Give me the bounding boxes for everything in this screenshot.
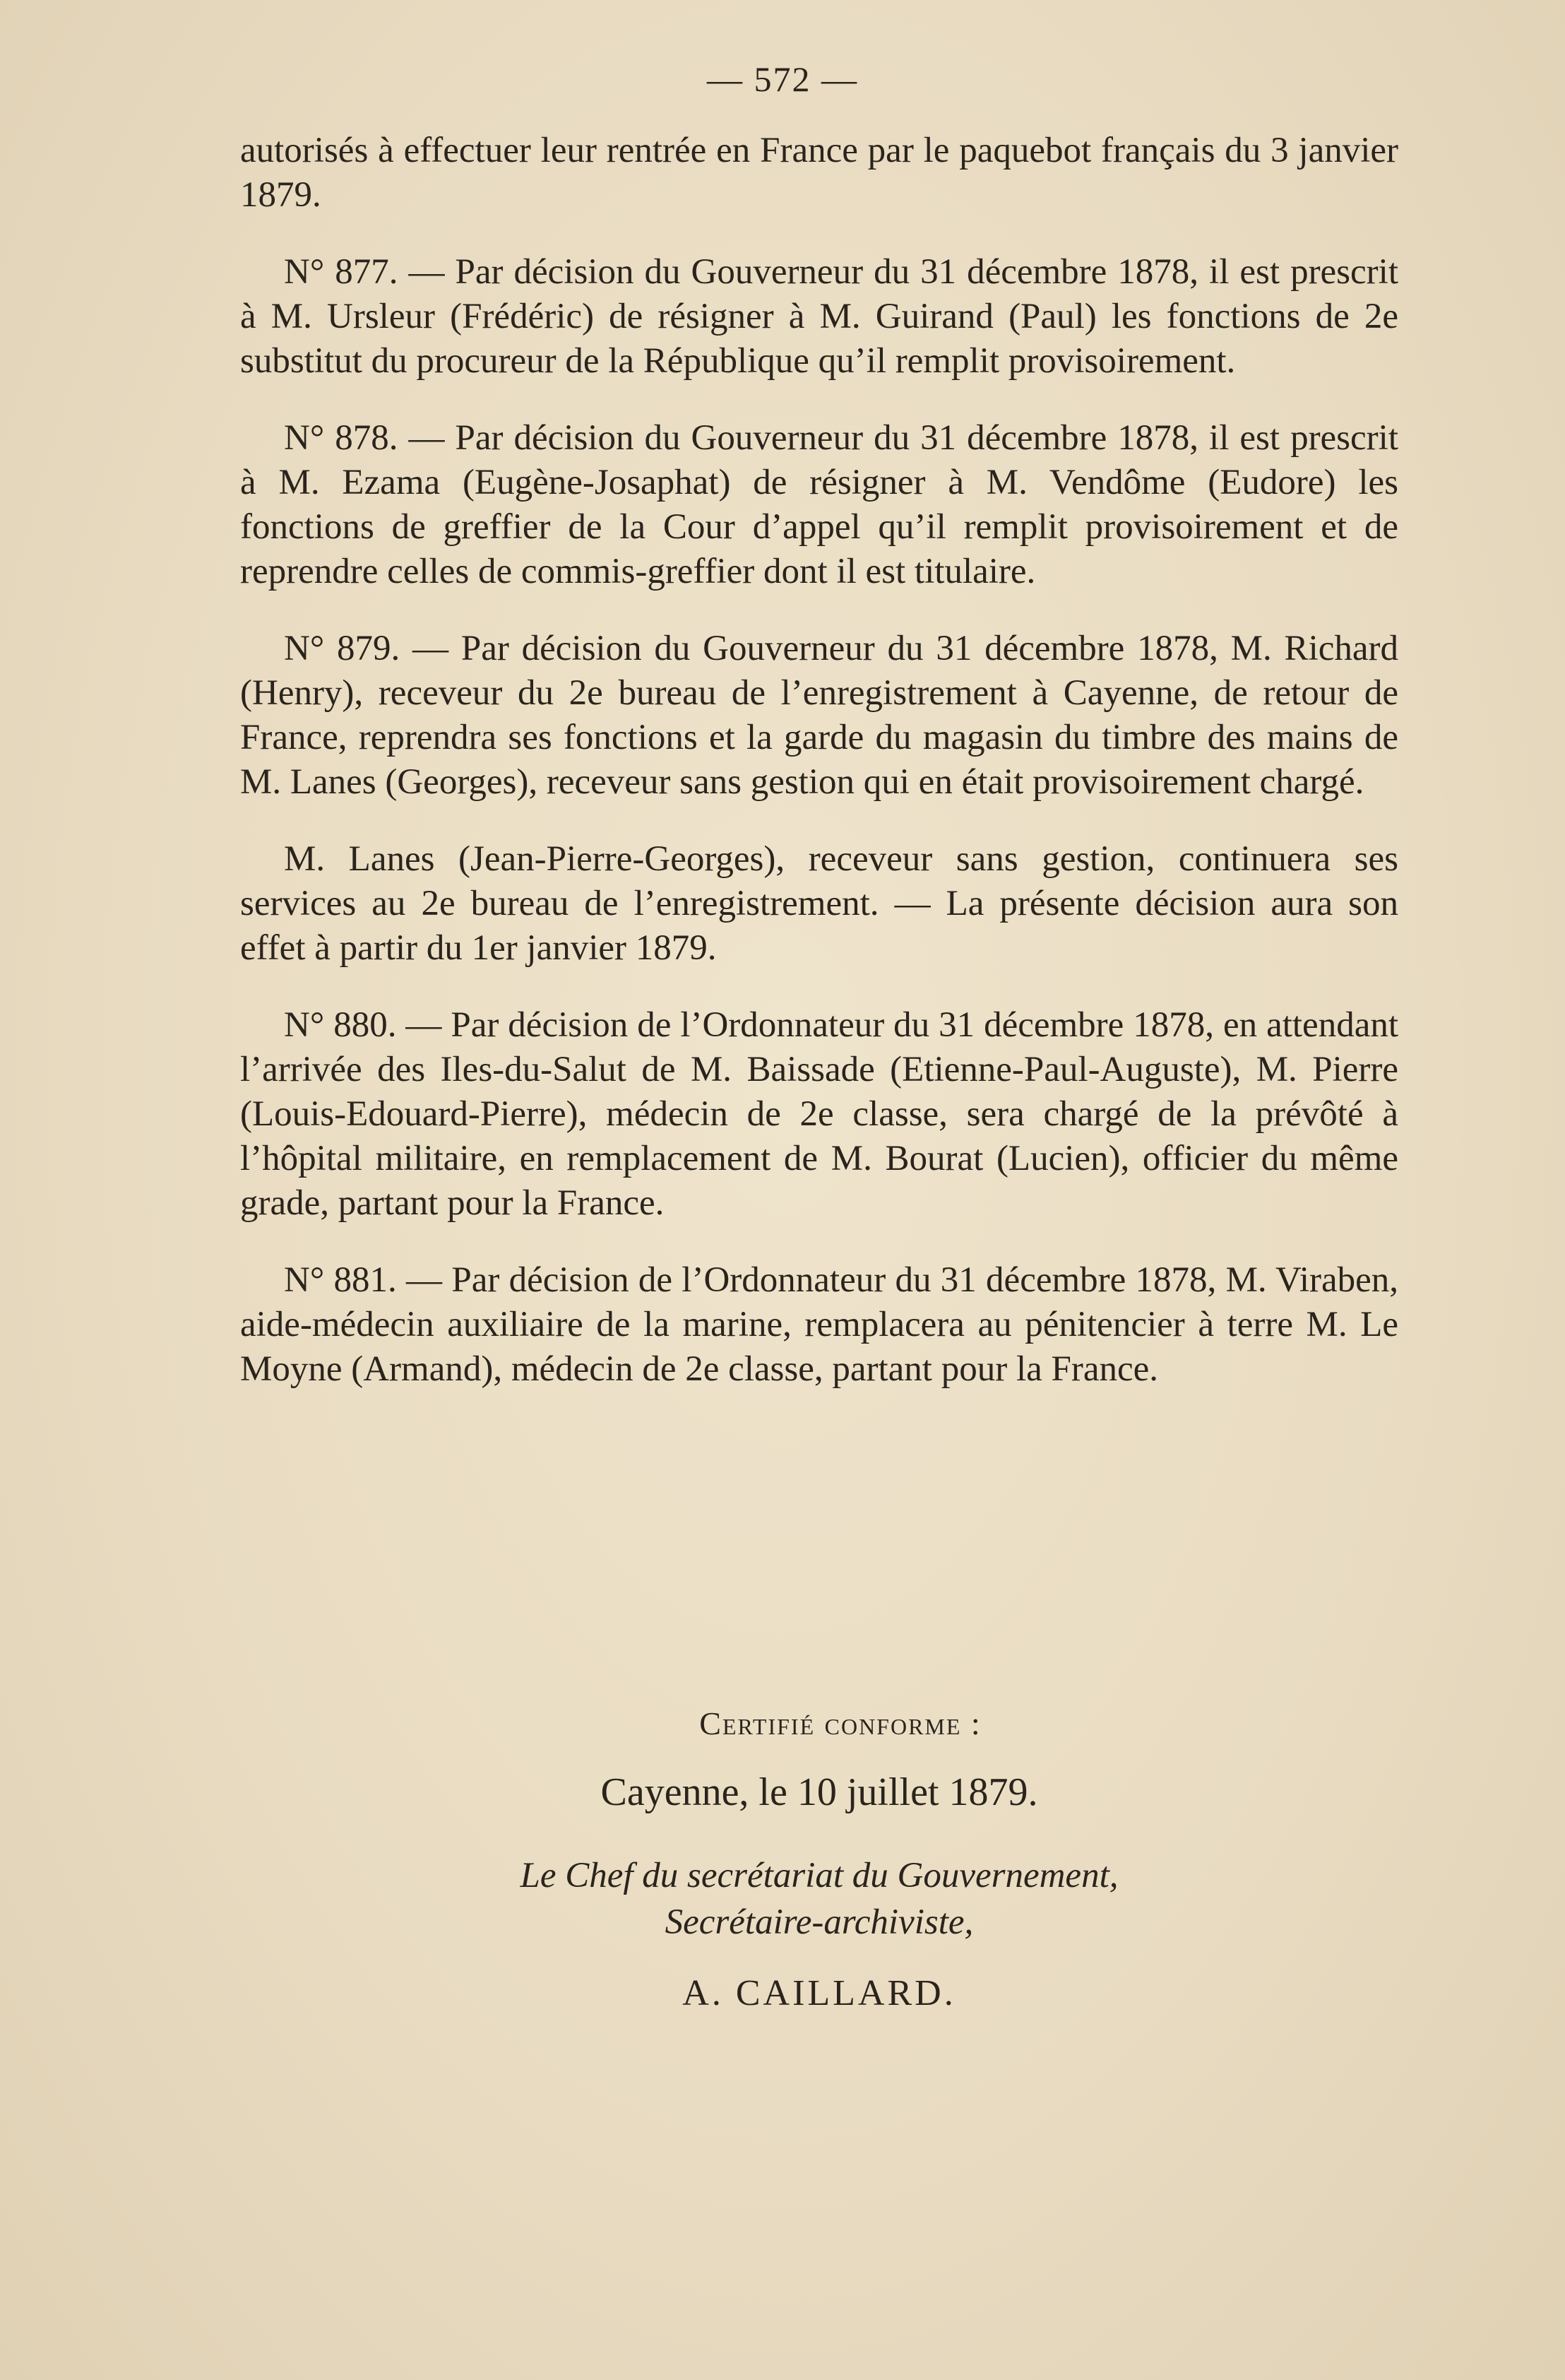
place-date: Cayenne, le 10 juillet 1879. <box>600 1770 1038 1814</box>
page-number: — 572 — <box>707 59 858 99</box>
certification-heading: Certifié conforme : <box>699 1705 982 1741</box>
document-body <box>240 129 1398 1424</box>
paragraph-continuation: autorisés à effectuer leur rentrée en France par le paquebot français du 3 janvier 1879. <box>240 131 1398 215</box>
role-line-2: Secrétaire-archiviste, <box>665 1902 974 1942</box>
paragraph-decision-880: N° 880. — Par décision de l’Ordonnateur du 31 décembre 1878, en attendant l’arrivée des Iles-du-Salut de M. Baissade (Etienne-Paul-Auguste), M. Pierre (Louis-Edouard-Pierre), médecin de 2e classe, sera chargé de la prévôté à l’hôpital militaire, en remplacement de M. Bourat (Lucien), officier du même grade, partant pour la France. <box>240 1005 1398 1223</box>
signature-name: A. CAILLARD. <box>682 1973 956 2013</box>
paragraph-decision-877: N° 877. — Par décision du Gouverneur du 31 décembre 1878, il est prescrit à M. Ursleur (Frédéric) de résigner à M. Guirand (Paul) les fonctions de 2e substitut du procureur de la République qu’il remplit provisoirement. <box>240 252 1398 381</box>
paragraph-decision-879: N° 879. — Par décision du Gouverneur du 31 décembre 1878, M. Richard (Henry), receveur du 2e bureau de l’enregistrement à Cayenne, de retour de France, reprendra ses fonctions et la garde du magasin du timbre des mains de M. Lanes (Georges), receveur sans gestion qui en était provisoirement chargé. <box>240 629 1398 802</box>
paragraph-lanes: M. Lanes (Jean-Pierre-Georges), receveur sans gestion, continuera ses services au 2e bureau de l’enregistrement. — La présente décision aura son effet à partir du 1er janvier 1879. <box>240 839 1398 968</box>
paragraph-decision-881: N° 881. — Par décision de l’Ordonnateur du 31 décembre 1878, M. Viraben, aide-médecin auxiliaire de la marine, remplacera au pénitencier à terre M. Le Moyne (Armand), médecin de 2e classe, partant pour la France. <box>240 1260 1398 1389</box>
paragraph-decision-878: N° 878. — Par décision du Gouverneur du 31 décembre 1878, il est prescrit à M. Ezama (Eugène-Josaphat) de résigner à M. Vendôme (Eudore) les fonctions de greffier de la Cour d’appel qu’il remplit provisoirement et de reprendre celles de commis-greffier dont il est titulaire. <box>240 418 1398 591</box>
signatory-role <box>240 1852 1398 1946</box>
role-line-1: Le Chef du secrétariat du Gouvernement, <box>520 1856 1119 1895</box>
closing-block <box>240 1695 1398 2022</box>
